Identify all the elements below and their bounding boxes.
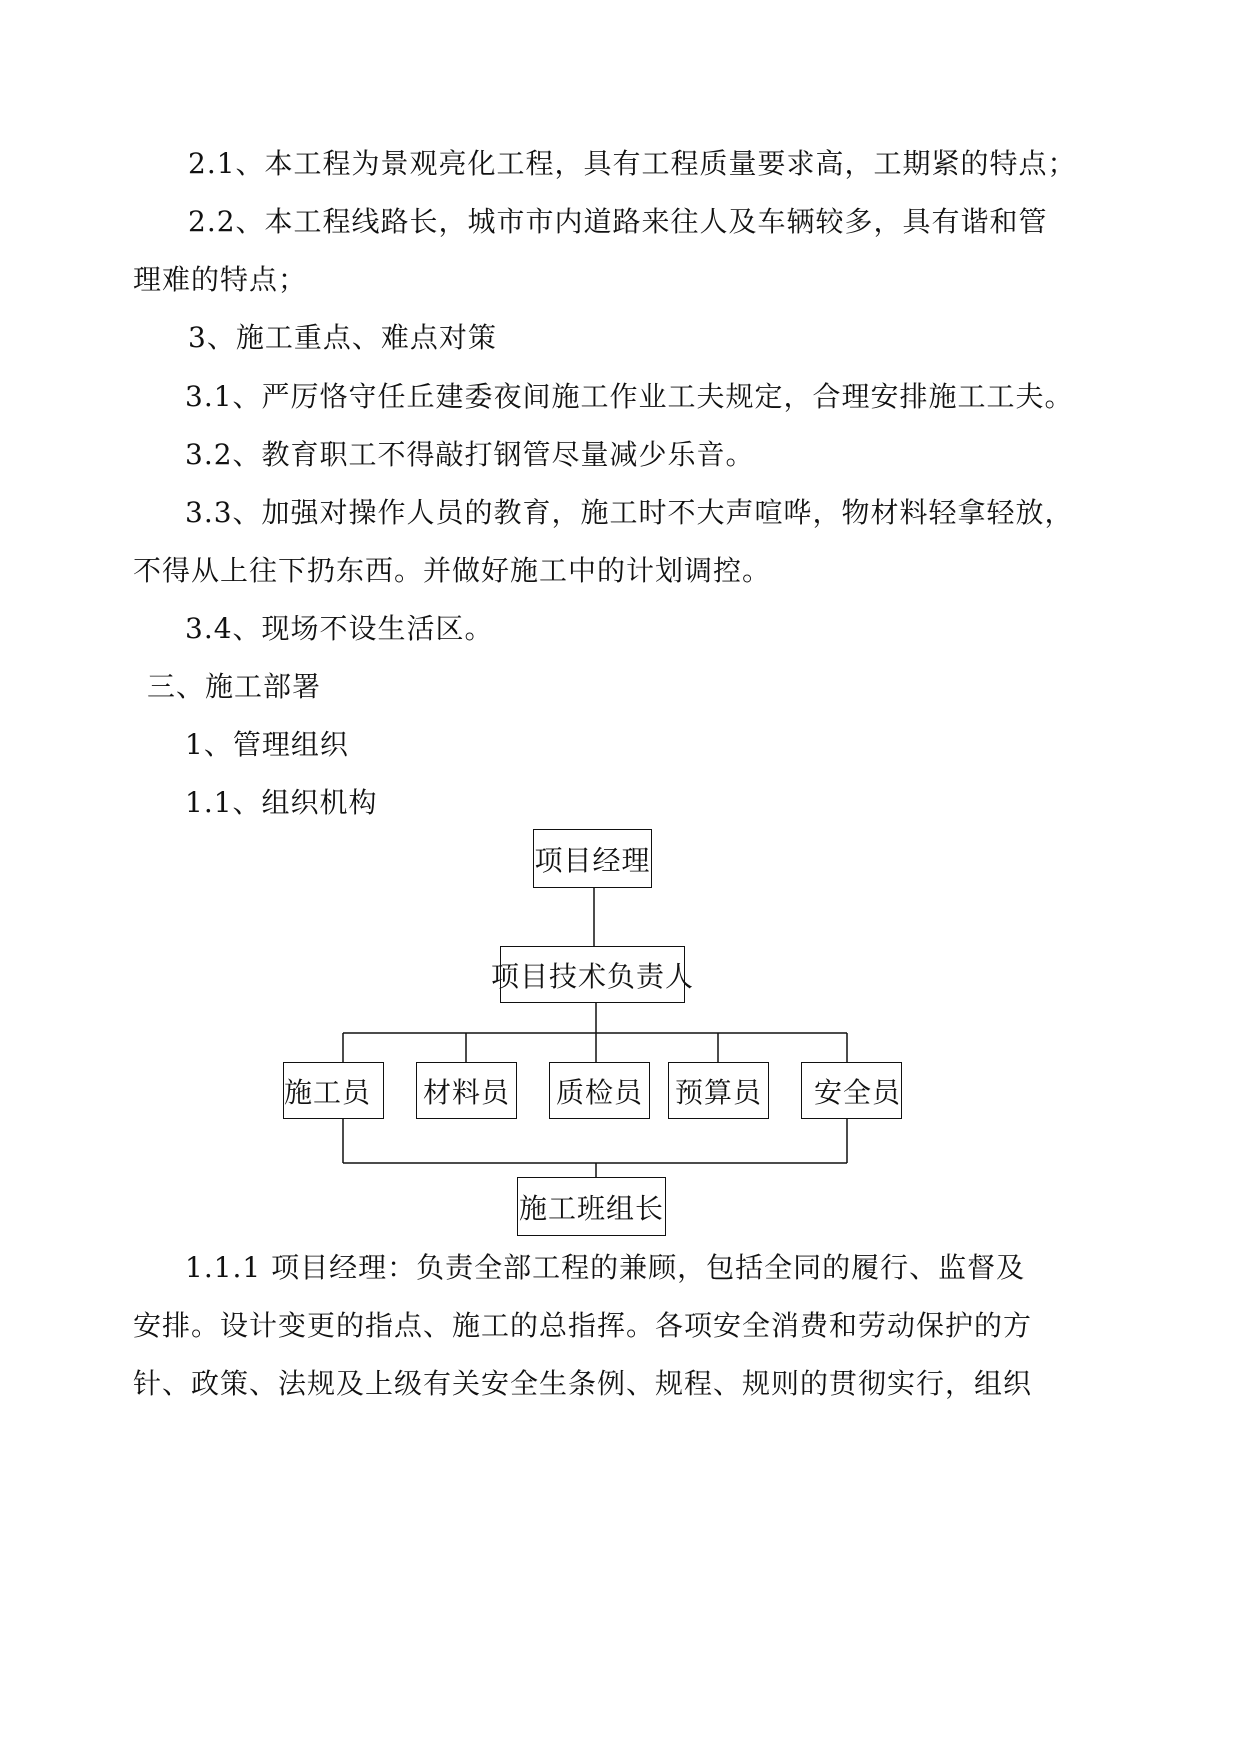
org-box-tech-lead: 项目技术负责人 xyxy=(500,946,685,1003)
heading-1-1: 1.1、组织机构 xyxy=(185,786,378,819)
paragraph-3-1: 3.1、严厉恪守任丘建委夜间施工作业工夫规定，合理安排施工工夫。 xyxy=(185,380,1074,413)
paragraph-2-2: 2.2、本工程线路长，城市市内道路来往人及车辆较多，具有谐和管 xyxy=(188,205,1048,238)
paragraph-3-3-continued: 不得从上往下扔东西。并做好施工中的计划调控。 xyxy=(133,554,772,587)
org-box-staff-3: 质检员 xyxy=(549,1062,650,1119)
paragraph-2-2-continued: 理难的特点； xyxy=(133,263,308,296)
org-box-staff-4: 预算员 xyxy=(668,1062,769,1119)
org-box-staff-5: 安全员 xyxy=(801,1062,902,1119)
paragraph-1-1-1-continued-2: 针、政策、法规及上级有关安全生条例、规程、规则的贯彻实行，组织 xyxy=(133,1367,1033,1400)
heading-1: 1、管理组织 xyxy=(185,728,349,761)
org-box-staff-1: 施工员 xyxy=(283,1062,384,1119)
section-heading-3: 三、施工部署 xyxy=(147,670,322,703)
org-box-team-leader: 施工班组长 xyxy=(517,1177,666,1236)
paragraph-1-1-1-continued-1: 安排。设计变更的指点、施工的总指挥。各项安全消费和劳动保护的方 xyxy=(133,1309,1033,1342)
paragraph-3-4: 3.4、现场不设生活区。 xyxy=(185,612,494,645)
org-box-project-manager: 项目经理 xyxy=(533,829,652,888)
org-box-staff-2: 材料员 xyxy=(416,1062,517,1119)
heading-3: 3、施工重点、难点对策 xyxy=(188,321,497,354)
paragraph-1-1-1: 1.1.1 项目经理：负责全部工程的兼顾，包括全同的履行、监督及 xyxy=(185,1251,1026,1284)
paragraph-3-2: 3.2、教育职工不得敲打钢管尽量减少乐音。 xyxy=(185,438,755,471)
paragraph-2-1: 2.1、本工程为景观亮化工程，具有工程质量要求高，工期紧的特点； xyxy=(188,147,1077,180)
paragraph-3-3: 3.3、加强对操作人员的教育，施工时不大声喧哗，物材料轻拿轻放， xyxy=(185,496,1074,529)
